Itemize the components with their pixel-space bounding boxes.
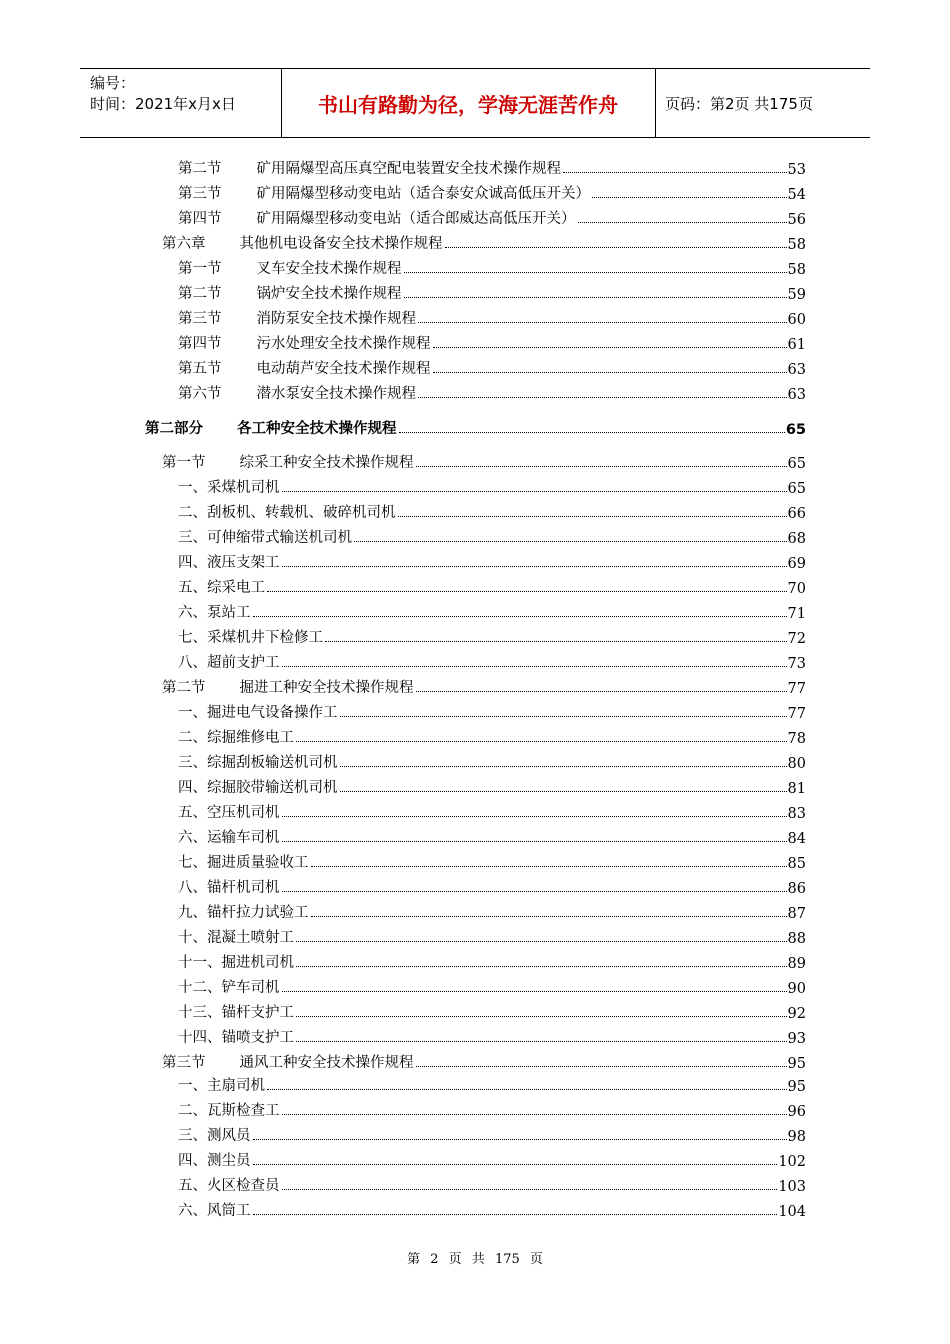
toc-entry-number: 第四节 xyxy=(178,336,222,352)
toc-entry-number: 第五节 xyxy=(178,361,222,377)
footer-page: 2 xyxy=(430,1252,439,1267)
toc-entry-page: 104 xyxy=(778,1204,806,1220)
toc-entry[interactable] xyxy=(178,950,806,972)
toc-leader-dots xyxy=(282,665,787,667)
toc-entry-title: 四、液压支架工 xyxy=(178,555,280,571)
toc-entry[interactable] xyxy=(178,575,806,597)
footer-gong: 共 xyxy=(471,1252,485,1267)
toc-entry[interactable] xyxy=(178,1073,806,1095)
page-footer xyxy=(0,1248,950,1267)
header-motto: 书山有路勤为径，学海无涯苦作舟 xyxy=(318,92,618,117)
toc-entry[interactable] xyxy=(178,306,806,328)
toc-entry[interactable] xyxy=(162,1050,806,1072)
toc-entry-page: 71 xyxy=(787,606,806,622)
toc-entry[interactable] xyxy=(145,416,806,438)
toc-entry-page: 93 xyxy=(787,1031,806,1047)
toc-entry-page: 102 xyxy=(778,1154,806,1170)
toc-entry-number: 第三节 xyxy=(178,311,222,327)
toc-leader-dots xyxy=(282,815,787,817)
toc-entry-page: 85 xyxy=(787,856,806,872)
toc-entry-page: 86 xyxy=(787,881,806,897)
toc-leader-dots xyxy=(296,965,787,967)
toc-entry-title: 十、混凝土喷射工 xyxy=(178,930,294,946)
toc-entry[interactable] xyxy=(178,1000,806,1022)
toc-entry[interactable] xyxy=(178,1173,806,1195)
toc-entry-number: 第一节 xyxy=(178,261,222,277)
toc-entry-title: 一、主扇司机 xyxy=(178,1078,265,1094)
toc-leader-dots xyxy=(418,396,787,398)
toc-leader-dots xyxy=(592,196,787,198)
toc-leader-dots xyxy=(399,431,785,433)
toc-entry-page: 95 xyxy=(787,1056,806,1072)
toc-leader-dots xyxy=(253,1163,778,1165)
toc-entry-page: 66 xyxy=(787,506,806,522)
toc-entry-title: 矿用隔爆型高压真空配电装置安全技术操作规程 xyxy=(256,161,561,177)
toc-entry-title: 通风工种安全技术操作规程 xyxy=(239,1055,414,1071)
toc-entry-title: 四、测尘员 xyxy=(178,1153,251,1169)
toc-entry-title: 叉车安全技术操作规程 xyxy=(256,261,402,277)
toc-leader-dots xyxy=(296,740,787,742)
toc-entry-number: 第二节 xyxy=(162,680,206,696)
toc-entry[interactable] xyxy=(178,925,806,947)
toc-entry-page: 63 xyxy=(787,387,806,403)
toc-entry-title: 消防泵安全技术操作规程 xyxy=(256,311,416,327)
toc-entry-page: 59 xyxy=(787,287,806,303)
toc-entry-title: 三、可伸缩带式输送机司机 xyxy=(178,530,352,546)
toc-entry-page: 83 xyxy=(787,806,806,822)
toc-leader-dots xyxy=(433,371,787,373)
toc-entry[interactable] xyxy=(178,725,806,747)
toc-entry-page: 90 xyxy=(787,981,806,997)
toc-entry-page: 84 xyxy=(787,831,806,847)
toc-entry-page: 78 xyxy=(787,731,806,747)
toc-entry[interactable] xyxy=(178,750,806,772)
toc-entry-title: 三、测风员 xyxy=(178,1128,251,1144)
toc-entry[interactable] xyxy=(178,550,806,572)
toc-entry[interactable] xyxy=(178,1098,806,1120)
toc-entry-title: 各工种安全技术操作规程 xyxy=(237,421,397,437)
toc-entry[interactable] xyxy=(178,600,806,622)
toc-entry-title: 七、掘进质量验收工 xyxy=(178,855,309,871)
toc-entry[interactable] xyxy=(178,850,806,872)
toc-entry-page: 60 xyxy=(787,312,806,328)
toc-entry-number: 第四节 xyxy=(178,211,222,227)
toc-entry-title: 掘进工种安全技术操作规程 xyxy=(239,680,414,696)
toc-entry-page: 53 xyxy=(787,162,806,178)
toc-entry[interactable] xyxy=(178,256,806,278)
toc-entry-page: 68 xyxy=(787,531,806,547)
toc-entry-number: 第二节 xyxy=(178,286,222,302)
toc-entry-page: 56 xyxy=(787,212,806,228)
toc-entry-number: 第六节 xyxy=(178,386,222,402)
toc-entry[interactable] xyxy=(178,975,806,997)
toc-leader-dots xyxy=(418,321,787,323)
toc-leader-dots xyxy=(296,940,787,942)
toc-entry[interactable] xyxy=(178,775,806,797)
toc-leader-dots xyxy=(282,890,787,892)
toc-entry[interactable] xyxy=(178,650,806,672)
toc-entry[interactable] xyxy=(178,525,806,547)
toc-entry[interactable] xyxy=(178,206,806,228)
toc-entry-title: 十二、铲车司机 xyxy=(178,980,280,996)
toc-entry-page: 73 xyxy=(787,656,806,672)
toc-entry-page: 98 xyxy=(787,1129,806,1145)
toc-entry[interactable] xyxy=(178,700,806,722)
toc-entry[interactable] xyxy=(162,231,806,253)
toc-entry[interactable] xyxy=(178,156,806,178)
toc-leader-dots xyxy=(282,490,787,492)
toc-leader-dots xyxy=(578,221,787,223)
toc-leader-dots xyxy=(404,271,787,273)
footer-ye: 页 xyxy=(448,1252,462,1267)
toc-entry-title: 七、采煤机井下检修工 xyxy=(178,630,323,646)
toc-entry-number: 第六章 xyxy=(162,236,206,252)
toc-entry[interactable] xyxy=(178,900,806,922)
toc-entry[interactable] xyxy=(178,1148,806,1170)
toc-entry-title: 六、泵站工 xyxy=(178,605,251,621)
toc-entry-title: 污水处理安全技术操作规程 xyxy=(256,336,431,352)
toc-leader-dots xyxy=(416,1065,787,1067)
header-page-number: 页码：第2页 共175页 xyxy=(665,95,813,113)
toc-entry-number: 第一节 xyxy=(162,455,206,471)
footer-total: 175 xyxy=(494,1252,520,1267)
toc-leader-dots xyxy=(267,590,787,592)
toc-entry-page: 58 xyxy=(787,237,806,253)
toc-entry[interactable] xyxy=(178,181,806,203)
toc-entry-page: 58 xyxy=(787,262,806,278)
toc-leader-dots xyxy=(253,615,787,617)
toc-entry-title: 六、运输车司机 xyxy=(178,830,280,846)
toc-entry-number: 第二节 xyxy=(178,161,222,177)
toc-entry[interactable] xyxy=(178,825,806,847)
toc-entry-title: 十三、锚杆支护工 xyxy=(178,1005,294,1021)
toc-entry-title: 十一、掘进机司机 xyxy=(178,955,294,971)
toc-leader-dots xyxy=(296,1040,787,1042)
toc-entry-title: 八、锚杆机司机 xyxy=(178,880,280,896)
toc-entry-page: 72 xyxy=(787,631,806,647)
toc-entry-title: 综采工种安全技术操作规程 xyxy=(239,455,414,471)
toc-entry-page: 89 xyxy=(787,956,806,972)
toc-leader-dots xyxy=(296,1015,787,1017)
toc-leader-dots xyxy=(416,690,787,692)
toc-entry-title: 八、超前支护工 xyxy=(178,655,280,671)
toc-entry-title: 六、风筒工 xyxy=(178,1203,251,1219)
toc-leader-dots xyxy=(404,296,787,298)
footer-di: 第 xyxy=(407,1252,421,1267)
toc-entry-page: 69 xyxy=(787,556,806,572)
toc-entry-title: 二、刮板机、转载机、破碎机司机 xyxy=(178,505,396,521)
toc-leader-dots xyxy=(398,515,787,517)
toc-entry[interactable] xyxy=(178,1198,806,1220)
toc-entry-page: 65 xyxy=(787,456,806,472)
toc-entry-title: 九、锚杆拉力试验工 xyxy=(178,905,309,921)
toc-leader-dots xyxy=(340,790,787,792)
toc-leader-dots xyxy=(416,465,787,467)
time-label: 时间：2021年x月x日 xyxy=(90,95,236,113)
toc-entry-number: 第二部分 xyxy=(145,421,203,437)
toc-entry-title: 五、火区检查员 xyxy=(178,1178,280,1194)
toc-entry[interactable] xyxy=(178,1123,806,1145)
toc-leader-dots xyxy=(354,540,787,542)
toc-entry-title: 二、瓦斯检查工 xyxy=(178,1103,280,1119)
toc-entry[interactable] xyxy=(178,356,806,378)
toc-entry-title: 五、空压机司机 xyxy=(178,805,280,821)
toc-leader-dots xyxy=(311,915,787,917)
toc-entry[interactable] xyxy=(178,331,806,353)
toc-leader-dots xyxy=(340,715,787,717)
toc-leader-dots xyxy=(267,1088,787,1090)
toc-entry-page: 54 xyxy=(787,187,806,203)
toc-leader-dots xyxy=(445,246,787,248)
toc-leader-dots xyxy=(282,565,787,567)
toc-entry-number: 第三节 xyxy=(178,186,222,202)
toc-entry-page: 95 xyxy=(787,1079,806,1095)
toc-leader-dots xyxy=(563,171,787,173)
toc-entry-title: 二、综掘维修电工 xyxy=(178,730,294,746)
toc-entry-title: 矿用隔爆型移动变电站（适合郎威达高低压开关） xyxy=(256,211,576,227)
toc-entry[interactable] xyxy=(178,281,806,303)
toc-entry[interactable] xyxy=(178,500,806,522)
toc-leader-dots xyxy=(282,840,787,842)
toc-entry-page: 65 xyxy=(787,481,806,497)
toc-entry-number: 第三节 xyxy=(162,1055,206,1071)
toc-entry[interactable] xyxy=(178,1025,806,1047)
toc-entry[interactable] xyxy=(178,625,806,647)
toc-entry[interactable] xyxy=(162,450,806,472)
toc-entry-page: 96 xyxy=(787,1104,806,1120)
toc-leader-dots xyxy=(253,1213,778,1215)
toc-entry-title: 一、采煤机司机 xyxy=(178,480,280,496)
toc-entry-page: 61 xyxy=(787,337,806,353)
toc-entry[interactable] xyxy=(178,800,806,822)
toc-leader-dots xyxy=(311,865,787,867)
toc-entry-page: 103 xyxy=(778,1179,806,1195)
toc-entry[interactable] xyxy=(178,381,806,403)
toc-entry-page: 87 xyxy=(787,906,806,922)
toc-leader-dots xyxy=(340,765,787,767)
toc-entry-title: 矿用隔爆型移动变电站（适合泰安众诚高低压开关） xyxy=(256,186,590,202)
toc-entry-title: 电动葫芦安全技术操作规程 xyxy=(256,361,431,377)
toc-leader-dots xyxy=(282,1188,778,1190)
toc-entry-page: 81 xyxy=(787,781,806,797)
code-label: 编号： xyxy=(90,74,136,92)
toc-leader-dots xyxy=(253,1138,787,1140)
toc-entry-page: 77 xyxy=(787,681,806,697)
toc-leader-dots xyxy=(282,990,787,992)
toc-entry-page: 65 xyxy=(785,422,806,438)
footer-ye2: 页 xyxy=(529,1252,543,1267)
toc-entry[interactable] xyxy=(162,675,806,697)
toc-entry-page: 92 xyxy=(787,1006,806,1022)
toc-leader-dots xyxy=(282,1113,787,1115)
toc-entry[interactable] xyxy=(178,875,806,897)
toc-entry-title: 潜水泵安全技术操作规程 xyxy=(256,386,416,402)
toc-entry-title: 其他机电设备安全技术操作规程 xyxy=(239,236,443,252)
toc-entry-page: 63 xyxy=(787,362,806,378)
toc-entry-page: 88 xyxy=(787,931,806,947)
toc-entry[interactable] xyxy=(178,475,806,497)
toc-entry-page: 70 xyxy=(787,581,806,597)
toc-leader-dots xyxy=(433,346,787,348)
toc-entry-page: 80 xyxy=(787,756,806,772)
toc-leader-dots xyxy=(325,640,787,642)
toc-entry-title: 五、综采电工 xyxy=(178,580,265,596)
toc-entry-title: 十四、锚喷支护工 xyxy=(178,1030,294,1046)
toc-entry-title: 三、综掘刮板输送机司机 xyxy=(178,755,338,771)
toc-entry-title: 一、掘进电气设备操作工 xyxy=(178,705,338,721)
toc-entry-page: 77 xyxy=(787,706,806,722)
toc-entry-title: 四、综掘胶带输送机司机 xyxy=(178,780,338,796)
toc-entry-title: 锅炉安全技术操作规程 xyxy=(256,286,402,302)
